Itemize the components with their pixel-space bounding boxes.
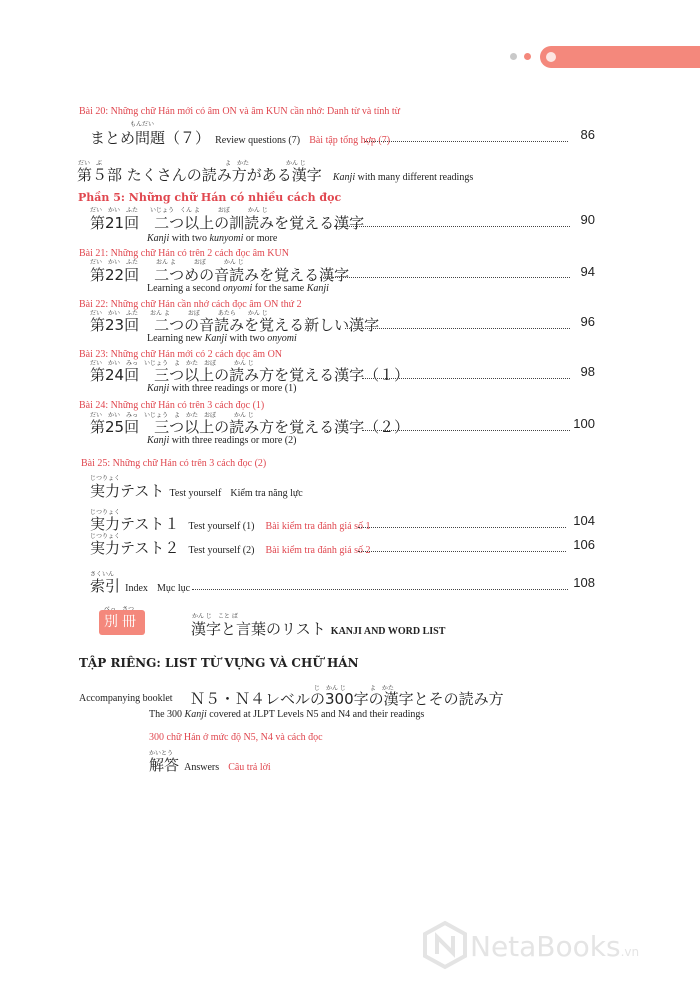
lesson-25-jp[interactable]: 第25回 三つ以上の読み方を覚える漢字（２）	[90, 418, 410, 436]
lesson-24-vi: Bài 24: Những chữ Hán có trên 3 cách đọc (1)	[79, 400, 265, 411]
leader-dots	[365, 141, 568, 142]
kanji-list-jp: 漢字と言葉のリスト	[191, 620, 326, 638]
header-pill	[540, 46, 700, 68]
answers-entry[interactable]	[149, 754, 271, 775]
bessatsu-badge: 別冊	[99, 610, 145, 635]
lesson-23-jp[interactable]: 第23回 二つの音読みを覚える新しい漢字	[90, 316, 380, 334]
leader-dots	[358, 527, 566, 528]
booklet-en: Accompanying booklet	[79, 693, 173, 704]
furigana: じつりょく	[90, 533, 121, 540]
header-dot-gray	[510, 53, 517, 60]
answers-vi: Câu trả lời	[228, 762, 271, 773]
page-number: 90	[580, 212, 595, 227]
lesson-20-vi: Bài 20: Những chữ Hán mới có âm ON và âm KUN cần nhớ: Danh từ và tính từ	[79, 106, 401, 117]
index-jp: 索引	[90, 577, 121, 595]
furigana: だい かい ふた おん よ おぼ あたら かん じ	[90, 310, 268, 317]
lesson-24-jp[interactable]: 第24回 三つ以上の読み方を覚える漢字（１）	[90, 366, 410, 384]
n5-n4-en: The 300 Kanji covered at JLPT Levels N5 and N4 and their readings	[149, 709, 425, 720]
test-1-vi: Bài kiểm tra đánh giá số 1	[265, 521, 371, 532]
test-2-jp: 実力テスト２	[90, 539, 180, 557]
furigana: かいとう	[149, 750, 174, 757]
furigana: じつりょく	[90, 475, 121, 482]
review-jp: まとめ問題（７）	[90, 129, 211, 147]
index-entry[interactable]	[90, 575, 190, 596]
leader-dots	[362, 378, 570, 379]
test-heading[interactable]	[90, 480, 303, 501]
furigana: もんだい	[130, 121, 155, 128]
page-number: 108	[573, 575, 595, 590]
furigana: じ かん じ よ かた	[314, 685, 394, 692]
watermark-suffix: .vn	[620, 945, 640, 959]
review-vi: Bài tập tổng hợp (7)	[309, 135, 391, 146]
page-number: 98	[580, 364, 595, 379]
page-number: 86	[580, 127, 595, 142]
part-5-heading[interactable]	[77, 164, 473, 185]
kanji-word-list[interactable]	[191, 618, 445, 639]
furigana: かん じ	[286, 160, 306, 167]
furigana: かん じ こと ば	[192, 613, 238, 620]
lesson-22-vi: Bài 22: Những chữ Hán cần nhớ cách đọc âm ON thứ 2	[79, 299, 302, 310]
netabooks-logo-icon	[420, 920, 470, 970]
test-2-en: Test yourself (2)	[188, 545, 255, 556]
furigana: だい かい ふた おん よ おぼ かん じ	[90, 259, 244, 266]
answers-jp: 解答	[149, 756, 180, 774]
index-en: Index	[125, 583, 148, 594]
leader-dots	[362, 430, 570, 431]
review-en: Review questions (7)	[215, 135, 301, 146]
furigana: じつりょく	[90, 509, 121, 516]
lesson-21-en: Kanji with two kunyomi or more	[147, 233, 278, 244]
lesson-25-en: Kanji with three readings or more (2)	[147, 435, 297, 446]
test-2-vi: Bài kiểm tra đánh giá số 2	[265, 545, 371, 556]
leader-dots	[320, 277, 570, 278]
page-number: 100	[573, 416, 595, 431]
lesson-23-vi: Bài 23: Những chữ Hán mới có 2 cách đọc âm ON	[79, 349, 283, 360]
test-1-en: Test yourself (1)	[188, 521, 255, 532]
lesson-21-jp[interactable]: 第21回 二つ以上の訓読みを覚える漢字	[90, 214, 365, 232]
part-5-vi: Phần 5: Những chữ Hán có nhiều cách đọc	[78, 191, 342, 204]
watermark-brand: NetaBooks	[470, 930, 621, 963]
furigana: だい かい みっ いじょう よ かた おぼ かん じ	[90, 412, 254, 419]
furigana: さくいん	[90, 571, 115, 578]
lesson-22-jp[interactable]: 第22回 二つめの音読みを覚える漢字	[90, 266, 350, 284]
lesson-23-en: Learning new Kanji with two onyomi	[147, 333, 297, 344]
furigana: よ かた	[225, 160, 250, 167]
leader-dots	[358, 551, 566, 552]
test-1-jp: 実力テスト１	[90, 515, 180, 533]
review-entry[interactable]	[90, 127, 390, 148]
lesson-21-vi: Bài 21: Những chữ Hán có trên 2 cách đọc âm KUN	[79, 248, 289, 259]
page-number: 106	[573, 537, 595, 552]
header-dot-salmon	[524, 53, 531, 60]
watermark	[470, 930, 639, 963]
page-number: 94	[580, 264, 595, 279]
part-5-jp: 第５部 たくさんの読み方がある漢字	[77, 166, 322, 184]
booklet-vi: TẬP RIÊNG: LIST TỪ VỰNG VÀ CHỮ HÁN	[79, 656, 359, 670]
furigana: だい ぶ	[78, 160, 103, 167]
test-1-entry[interactable]	[90, 513, 371, 534]
page-number: 96	[580, 314, 595, 329]
lesson-24-en: Kanji with three readings or more (1)	[147, 383, 297, 394]
furigana: だい かい みっ いじょう よ かた おぼ かん じ	[90, 360, 254, 367]
page-number: 104	[573, 513, 595, 528]
furigana: だい かい ふた いじょう くん よ おぼ かん じ	[90, 207, 268, 214]
header-pill-dot	[546, 52, 556, 62]
kanji-list-en: KANJI AND WORD LIST	[330, 626, 446, 637]
n5-n4-vi: 300 chữ Hán ở mức độ N5, N4 và cách đọc	[149, 732, 323, 743]
leader-dots	[192, 589, 568, 590]
lesson-22-en: Learning a second onyomi for the same Kanji	[147, 283, 329, 294]
test-2-entry[interactable]	[90, 537, 371, 558]
part-5-en: Kanji with many different readings	[332, 172, 474, 183]
index-vi: Mục lục	[156, 583, 191, 594]
test-en: Test yourself	[169, 488, 222, 499]
test-jp: 実力テスト	[90, 482, 165, 500]
lesson-25-vi: Bài 25: Những chữ Hán có trên 3 cách đọc (2)	[81, 458, 267, 469]
leader-dots	[334, 226, 570, 227]
answers-en: Answers	[184, 762, 220, 773]
leader-dots	[345, 328, 570, 329]
n5-n4-jp[interactable]: Ｎ５・Ｎ４レベルの300字の漢字とその読み方	[190, 690, 504, 708]
test-vi: Kiểm tra năng lực	[230, 488, 303, 499]
